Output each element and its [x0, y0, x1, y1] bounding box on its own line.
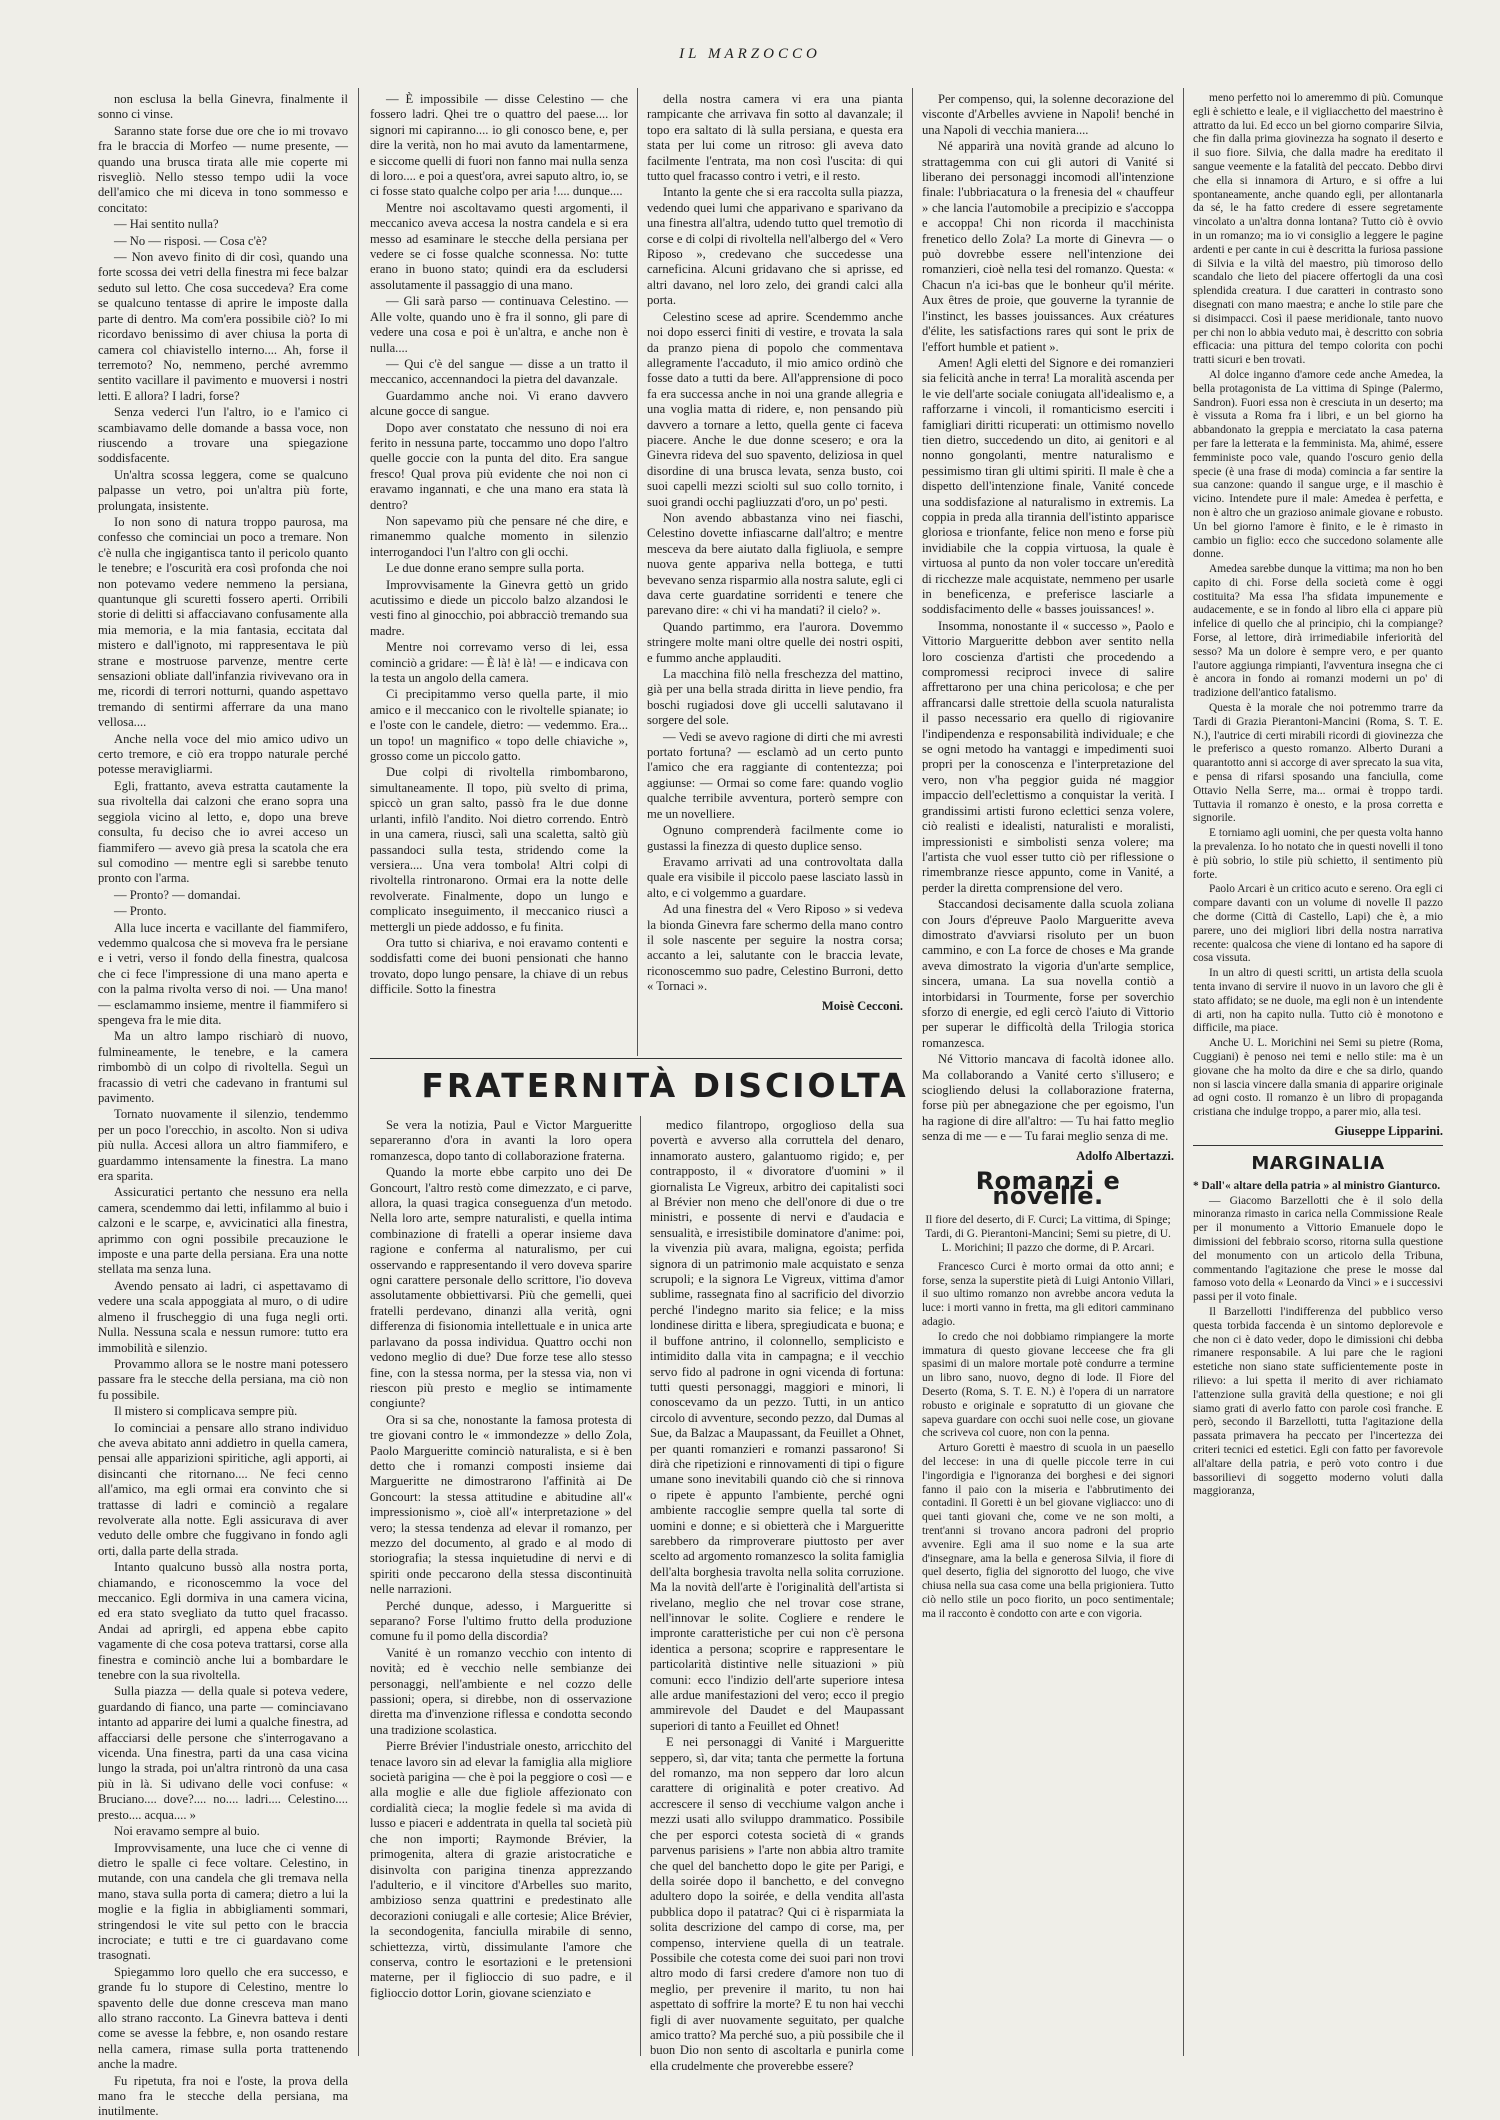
story-paragraph: Due colpi di rivoltella rimbombarono, simultaneamente. Il topo, più svelto di prima, spiccò un gran salto, passò fra le due donne urlanti, infilò l'andito. Noi dietro correndo. Entrò in una camera, riuscì, salì una scaletta, saltò giù passandoci sulla testa, stridendo come la versiera.... Una vera tombola! Altri colpi di rivoltella rintronarono. Ormai era la notte delle revolverate. Finalmente, dopo un lungo e complicato inseguimento, il meccanico riuscì a mettergli un piede addosso, e fu finita.: [370, 765, 628, 934]
marginalia-paragraph: Il Barzellotti l'indifferenza del pubblico verso questa torbida faccenda è un sintomo deplorevole e che non ci è dato veder, dopo le dimissioni chi debba rimanere responsabile. A lui pare che le ragioni estetiche non siano state sufficientemente poste in rilievo: a lui spetta il merito di aver richiamato l'attenzione sulla gravità della questione; e noi gli siamo grati di averlo fatto con parole così franche. E però, secondo il Barzellotti, tutta l'agitazione della passata primavera ha peccato per l'incertezza dei criteri tecnici ed estetici. Egli con fatto per favorevole all'altare della patria, e però voto contro i due bassorilievi di soggetto moderno voluti dalla maggioranza,: [1193, 1305, 1443, 1498]
fraternita-paragraph: Staccandosi decisamente dalla scuola zoliana con Jours d'épreuve Paolo Margueritte aveva dimostrato d'avviarsi risoluto per un buon cammino, e con La force de choses e Ma grande aveva dimostrato la vigoria d'un'arte semplice, sincera, umana. La sua novella contiò a intorbidarsi in Tourmente, forse per soverchio sforzo di energie, ed egli cercò l'aiuto di Vittorio per superar le difficoltà della Trilogia storica romanzesca.: [922, 897, 1174, 1050]
story-column-2: [370, 92, 628, 1054]
story-paragraph: della nostra camera vi era una pianta rampicante che arrivava fin sotto al davanzale; il topo era saltato di là sulla persiana, e questa era stata per lui come un ritroso: gli aveva dato facilmente l'entrata, ma non così l'uscita: di qui tutto quel fracasso contro i vetri, e il resto.: [647, 92, 903, 184]
story-paragraph: Il mistero si complicava sempre più.: [114, 1404, 298, 1419]
story-paragraph: Ci precipitammo verso quella parte, il mio amico e il meccanico con le rivoltelle spianate; io e l'oste con le candele, dietro: — vedemmo. Era... un topo! un magnifico « topo delle chiaviche », grosso come un piccolo gatto.: [370, 687, 628, 764]
story-paragraph: Celestino scese ad aprire. Scendemmo anche noi dopo esserci finiti di vestire, e trovata la sala da pranzo piena di popolo che commentava allegramente l'accaduto, il mio amico ordinò che fosse dato a tutti da bere. All'apprensione di poco fa era successa anche in noi una grande allegria e una voglia matta di ridere, e, non pensando più davvero a tornare a letto, quella gente ci faceva piacere. Anche le due donne scesero; e ora la Ginevra rideva del suo spavento, deliziosa in quel disordine di una brusca levata, senza busto, coi suoi capelli mezzi sciolti sul suo collo tornito, i suoi grandi occhi pagliuzzati d'oro, un po' pesti.: [647, 309, 903, 509]
column-c: [922, 92, 1174, 2052]
romanzi-paragraphs-d: [1193, 92, 1443, 826]
story-paragraph: Saranno state forse due ore che io mi trovavo fra le braccia di Morfeo — nume presente, — quando una brusca tirata alle mie coperte mi risvegliò. Nello stesso tempo udii la voce dell'amico che mi diceva in tono sommesso e concitato:: [98, 123, 348, 215]
story-paragraph: Io cominciai a pensare allo strano individuo che aveva abitato anni addietro in quella camera, pensai alle apparizioni spiritiche, agli apporti, ai disincanti che ritornano.... Ne feci cenno all'amico, ma egli ormai era convinto che si trattasse di ladri e cominciò a regalare revolverate alla notte. Egli assicurava di aver veduto delle ombre che fuggivano in fondo agli orti, dalla parte della strada.: [98, 1420, 348, 1558]
story-paragraph: Quando partimmo, era l'aurora. Dovemmo stringere molte mani oltre quelle dei nostri ospiti, e fummo anche applauditi.: [647, 619, 903, 665]
romanzi-paragraph: Arturo Goretti è maestro di scuola in un paesello del leccese: in una di quelle piccole terre in cui l'ingordigia e l'ignoranza dei borghesi e dei signori fanno il paio con la miseria e l'abbrutimento dei contadini. Il Goretti è un bel giovane vigliacco: uno di quei tanti giovani che, come ve ne son molti, a trent'anni si trovano ancora padroni del proprio avvenire. Egli ama il suo nome e la sua arte d'insegnare, ama la bella e generosa Silvia, il fiore di quel deserto, figlia del signorotto del luogo, che vive chiusa nella sua casa come una bella prigioniera. Tutto ciò nello stile un poco fiorito, un poco sentimentale; ma il racconto è condotto con arte e con vigoria.: [922, 1442, 1174, 1620]
fraternita-paragraph: Amen! Agli eletti del Signore e dei romanzieri sia felicità anche in terra! La moralità ascenda per le vie dell'arte sociale coniugata all'idealismo e, a rafforzarne i vincoli, il romanticismo eserciti i famigliari diritti ricuperati: un ottimismo novello tien dietro, succedendo un dito, ai genitori e al nonno gongolanti, mentre naturalismo e pessimismo tiran gli ultimi spiriti. Il male è che a dispetto dell'intenzione finale, Vanité concede una soddisfazione al naturalismo in extremis. La coppia in preda alla tirannia dell'istinto apparisce gloriosa e trionfante, felice non meno e forse più invidiabile che la coppia virtuosa, la quale è virtuosa al punto da non voler toccare un'eredità di ricchezze male acquistate, nemmeno per usarle in beneficenza, e preferisce lasciarle a soddisfacimento delle « basses jouissances! ».: [922, 355, 1174, 617]
story-paragraph: Tornato nuovamente il silenzio, tendemmo per un poco l'orecchio, in ascolto. Non si udiva più nulla. Accesi allora un altro fiammifero, e guardammo intensamente la finestra. La mano era sparita.: [98, 1107, 348, 1184]
fraternita-signature: Adolfo Albertazzi.: [1076, 1148, 1174, 1163]
romanzi-paragraph: In un altro di questi scritti, un artista della scuola tenta invano di servire il nuovo in un lavoro che gli è stato affidato; se ne duole, ma egli non è un intendente di arti, non ha capito nulla. Tutto ciò è monotono e difficile, ma piace.: [1193, 967, 1443, 1035]
romanzi-paragraph: E torniamo agli uomini, che per questa volta hanno la prevalenza. Io ho notato che in questi novelli il tono è più sobrio, lo stile più schietto, il sentimento più forte.: [1193, 827, 1443, 881]
story-paragraphs-1: [98, 92, 348, 2120]
story-paragraph: Assicuratici pertanto che nessuno era nella camera, scendemmo dai letti, infilammo al buio i calzoni e le scarpe, e, avvicinatici alla finestra, aprimmo con ogni possibile precauzione le imposte e una parte della persiana. Era una notte stellata ma senza luna.: [98, 1185, 348, 1277]
column-rule: [637, 88, 638, 1056]
fraternita-paragraph: Insomma, nonostante il « successo », Paolo e Vittorio Margueritte debbon aver sentito nella loro coscienza d'artisti che procedendo a compromessi reciproci invece di salire affrettarono per una china pericolosa; e che per affrancarsi dalle strettoie della scuola naturalista il passo necessario era quello di rigiovanire l'indipendenza e responsabilità individuale; e che se ogni metodo ha vantaggi e impedimenti suoi propri per la conoscenza e l'interpretazione del vero, non v'ha peggior guida né maggior impaccio dell'eclettismo a conquistar la verità. I grandissimi artisti furono eclettici senza volere, ciò realisti e idealisti, naturalisti e moralisti, impressionisti e simbolisti senza volere; ma l'artista che vuol esser tutto ciò per riflessione o rimembranze riesce appunto, come in Vanité, a perder la diretta comprensione del vero.: [922, 618, 1174, 895]
story-paragraph: non esclusa la bella Ginevra, finalmente il sonno ci vinse.: [98, 92, 348, 122]
fraternita-paragraphs-a: [370, 1118, 632, 2001]
column-rule: [640, 1116, 641, 2056]
fraternita-paragraph: Ora si sa che, nonostante la famosa protesta di tre giovani contro le « immondezze » dello Zola, Paolo Margueritte cominciò naturalista, e si è ben detto che i romanzi composti insieme dai Margueritte ne dimostrarono l'affinità ai De Goncourt: la stessa attitudine e abitudine all'« impressionismo », cioè all'« interpretazione » del vero; la stessa tendenza ad elevar il romanzo, per mezzo del documento, al grado e al modo di storiografia; la stessa inquietudine di nervi e di spiriti onde peccarono della stessa discontinuità nelle narrazioni.: [370, 1412, 632, 1597]
column-d: [1193, 92, 1443, 2052]
story-column-3: [647, 92, 903, 1054]
story-paragraph: — Pronto? — domandai.: [114, 887, 241, 902]
story-paragraph: Ognuno comprenderà facilmente come io gustassi la finezza di questo duplice senso.: [647, 823, 903, 853]
story-paragraph: La macchina filò nella freschezza del mattino, già per una bella strada diritta in lieve pendio, fra boschi rugiadosi dove gli uccelli salutavano il sorgere del sole.: [647, 667, 903, 728]
story-paragraph: Un'altra scossa leggera, come se qualcuno palpasse un vetro, poi un'altra più forte, prolungata, insistente.: [98, 467, 348, 513]
romanzi-paragraph: Paolo Arcari è un critico acuto e sereno. Ora egli ci compare davanti con un volume di novelle Il pazzo che dorme (Città di Castello, Lapi) che è, a mio parere, uno dei migliori libri della nostra narrativa recente: qualcosa che viene di lontano ed ha sapore di cosa vissuta.: [1193, 883, 1443, 965]
romanzi-paragraph: Questa è la morale che noi potremmo trarre da Tardi di Grazia Pierantoni-Mancini (Roma, S. T. E. N.), l'autrice di certi mirabili ricordi di giovinezza che le preferisco a questo romanzo. Alberto Durani a quarantotto anni si accorge di aver sprecato la sua vita, e pensa di rifarsi sposando una fanciulla, come Ottavio Nella Serre, ma... ormai è troppo tardi. Tuttavia il romanzo è onesto, e la prosa corretta e signorile.: [1193, 702, 1443, 825]
story-paragraph: Provammo allora se le nostre mani potessero passare fra le stecche della persiana, ma ciò non fu possibile.: [98, 1356, 348, 1402]
story-paragraph: Sulla piazza — della quale si poteva vedere, guardando di fianco, una parte — cominciavano intanto ad apparire dei lumi a qualche finestra, ad affacciarsi delle persone che s'interrogavano a vicenda. Una finestra, parti da una casa vicina lungo la strada, poi un'altra rintronò da una casa più in là. Si udivano delle voci confuse: « Bruciano.... dove?.... no.... ladri.... Celestino.... presto.... acqua.... »: [98, 1684, 348, 1822]
story-paragraph: Ora tutto si chiariva, e noi eravamo contenti e soddisfatti come dei buoni pensionati che hanno trovato, dopo lungo pensare, la chiave di un rebus difficile. Sotto la finestra: [370, 935, 628, 997]
romanzi-paragraph: meno perfetto noi lo ameremmo di più. Comunque egli è schietto e leale, e il vigliacchetto del maestrino è attratto da lui. Ed ecco un bel giorno comparire Silvia, che fin dalla prima giovinezza ha sognato il deserto e il suo fiore. Silvia, che dalla madre ha ereditato il sangue veemente e la fatalità del peccato. Debbo dirvi che ella si innamora di Arturo, e si offre a lui spontaneamente, anche quando egli, per allontanarla da sé, le ha fatto credere di essere segretamente vincolato a un'altra donna lontana? Tutto ciò è ovvio in un romanzo; ma io vi consiglio a leggere le pagine ardenti e per cante in cui è descritta la furiosa passione di Silvia e la viltà del maestro, più timoroso dello scandalo che lieto del piacere offertogli da una così splendida creatura. I due caratteri in contrasto sono disegnati con mano maestra; e anche lo stile pare che si disimpacci. Così il paese meridionale, tanto nuovo per chi non lo abbia veduto mai, è descritto con sobria efficacia: una pittura del tempo colorita con pochi tratti sicuri e ben trovati.: [1193, 92, 1443, 367]
story-paragraph: Improvvisamente la Ginevra gettò un grido acutissimo e diede un piccolo balzo alzandosi le vesti fino al ginocchio, poi abbracciò tremando sua madre.: [370, 577, 628, 638]
story-paragraph: Anche nella voce del mio amico udivo un certo tremore, e ciò era troppo naturale perché potesse meravigliarmi.: [98, 731, 348, 777]
fraternita-column-b: [650, 1118, 904, 2073]
article-title-marginalia: MARGINALIA: [1251, 1153, 1385, 1175]
story-paragraph: Mentre noi correvamo verso di lei, essa cominciò a gridare: — È là! è là! — e indicava con la testa un angolo della camera.: [370, 640, 628, 686]
section-divider: [370, 1058, 902, 1059]
story-paragraph: Noi eravamo sempre al buio.: [114, 1824, 260, 1839]
story-paragraphs-3: [647, 92, 903, 995]
romanzi-paragraphs-c: [922, 1261, 1174, 1622]
story-paragraph: Mentre noi ascoltavamo questi argomenti, il meccanico aveva accesa la nostra candela e si era messo ad esaminare le stecche della persiana per vedere se ci fosse qualche sconnessa. No: tutte erano in buono stato; quindi era da escludersi assolutamente il passaggio di una mano.: [370, 200, 628, 292]
romanzi-signature: Giuseppe Lipparini.: [1334, 1123, 1443, 1138]
section-divider: [1193, 1145, 1443, 1146]
story-paragraph: Ma un altro lampo rischiarò di nuovo, fulmineamente, le tenebre, e la camera rimbombò di un colpo di rivoltella. Seguì un fracassio di vetri che cadevano in frantumi sul pavimento.: [98, 1029, 348, 1105]
story-column-1: [98, 92, 348, 2119]
story-paragraph: Le due donne erano sempre sulla porta.: [386, 561, 585, 576]
story-paragraphs-2: [370, 92, 628, 998]
story-paragraph: — Qui c'è del sangue — disse a un tratto il meccanico, accennandoci la pietra del davanzale.: [370, 356, 628, 387]
romanzi-paragraph: Francesco Curci è morto ormai da otto anni; e forse, senza la superstite pietà di Luigi Antonio Villari, il suo ultimo romanzo non avrebbe ancora veduta la luce: i morti vanno in fretta, ma gli editori camminano adagio.: [922, 1260, 1174, 1329]
fraternita-paragraph: Né apparirà una novità grande ad alcuno lo strattagemma con cui gli autori di Vanité si liberano dei personaggi incomodi all'intenzione finale: l'ubbriacatura o la frenesia del « chauffeur » che lancia l'automobile a precipizio e s'accoppa e accoppa! Chi non ricorda il macchinista frenetico dello Zola? La morte di Ginevra — o può dovrebbe essere nell'intenzione dei romanzieri, cioè nella tesi del romanzo. Questa: « Chacun n'a ici-bas que le bonheur qu'il mérite. Aux êtres de proie, que gouverne la tyrannie de l'instinct, les basses jouissances. Aux créatures d'élite, les satisfactions rares qui sont le prix de l'effort humble et patient ».: [922, 139, 1174, 354]
story-paragraph: — Pronto.: [114, 904, 167, 919]
story-paragraph: Improvvisamente, una luce che ci venne di dietro le spalle ci fece voltare. Celestino, in mutande, con una candela che gli tremava nella mano, stava sulla porta di camera; dietro a lui la moglie e la figlia in abbigliamenti sommari, stringendosi le vite sul petto con le braccia incrociate; e tutti e tre ci guardavano come trasognati.: [98, 1840, 348, 1963]
story-paragraph: Eravamo arrivati ad una controvoltata dalla quale era visibile il piccolo paese lasciato lassù in alto, e ci volgemmo a guardare.: [647, 854, 903, 900]
fraternita-paragraph: Per compenso, qui, la solenne decorazione del visconte d'Arbelles avviene in Napoli! benché in una Napoli di vecchia maniera....: [922, 92, 1174, 137]
story-paragraph: Io non sono di natura troppo paurosa, ma confesso che cominciai un poco a tremare. Non c'è nulla che ingigantisca tanto il pericolo quanto le tenebre; e l'oscurità era così profonda che noi non potevamo vedere nemmeno la persiana, quantunque gli scuretti fossero aperti. Orribili storie di delitti si affacciavano confusamente alla mia memoria, e la mia fantasia, eccitata dal mistero e dall'ignoto, mi rappresentava le più strane e mostruose parvenze, mentre certe sensazioni obliate dall'infanzia rivivevano ora in me, ricordi di terrori notturni, quando aspettavo tremando di sentirmi afferrare da una mano vellosa....: [98, 514, 348, 730]
fraternita-paragraph: Quando la morte ebbe carpito uno dei De Goncourt, l'altro restò come dimezzato, e ci parve, allora, la quasi tragica conseguenza d'un metodo. Nella loro arte, sempre naturalisti, e quella intima combinazione di fratelli a operar insieme dava ragione e conferma al naturalismo, per cui osservando e rappresentando il vero doveva sparire ogni carattere personale dello scrittore, l'io doveva assolutamente obbiettivarsi. Più che gemelli, quei fratelli perdevano, dinanzi alla verità, ogni differenza di fisionomia intellettuale e in unica arte parlavano da possa individua. Quattro occhi non vedono meglio di due? Due forze tese allo stesso fine, con la stessa norma, per la stessa via, non vi riescon più presto e meglio se intimamente congiunte?: [370, 1165, 632, 1411]
column-rule: [358, 88, 359, 2056]
fraternita-paragraphs-c: [922, 92, 1174, 1145]
article-title-fraternita: FRATERNITÀ DISCIOLTA: [421, 1066, 909, 1105]
romanzi-paragraph: Amedea sarebbe dunque la vittima; ma non ho ben capito di chi. Forse della società come è oggi costituita? Ma essa l'ha sfidata impunemente e audacemente, e se in fondo al libro ella ci appare più infelice di quello che al principio, chi la compiange? Forse, al lettore, dirà irrimediabile inferiorità del sesso? Ma un dolore è sempre vero, e per quanto l'autore aggiunga rimpianti, l'avventura insegna che ci è ancora in fondo ai romanzi moderni un po' di tradizione dell'antico fatalismo.: [1193, 563, 1443, 700]
story-paragraph: Guardammo anche noi. Vi erano davvero alcune gocce di sangue.: [370, 388, 628, 419]
story-paragraph: Avendo pensato ai ladri, ci aspettavamo di vedere una scala appoggiata al muro, o di udire almeno il fruscheggio di una fuga negli orti. Nulla. Nessuna scala e nessun rumore: tutto era immobilità e silenzio.: [98, 1278, 348, 1355]
romanzi-paragraph: Al dolce inganno d'amore cede anche Amedea, la bella protagonista de La vittima di Spinge (Palermo, Sandron). Fuori essa non è cresciuta in un deserto; ma è vissuta a Roma fra i libri, e un bel giorno ha abbandonato la greppia e merciatato la casa paterna per fare la letterata e la femminista. Ma, ahimé, essere femministe poco vale, quando l'oscuro genio della specie (è una frase di moda) comincia a far sentire la sua canzone: quando il sangue urge, e il maschio è vicino. Intendete pure il male: Amedea è perfetta, e non è altro che un grazioso animale giovane e robusto. Un bel giorno l'amore è finito, e le è rimasto in cambio un figlio: ecco che succedono solamente alle donne.: [1193, 368, 1443, 561]
fraternita-paragraph: E nei personaggi di Vanité i Margueritte seppero, sì, dar vita; tanta che permette la fortuna del romanzo, ma non seppero dar loro alcun carattere di originalità e poter creativo. Ad accrescere il senso di vecchiume valgon anche i mezzi usati allo sviluppo drammatico. Possibile che per esporci cotesta società di « grands parvenus parisiens » l'arte non abbia altro tramite che quel del banchetto dopo le gite per Parigi, e della soirée dopo il banchetto, e del convegno adultero dopo la soirée, e della vendita all'asta pubblica dopo il patatrac? Qui ci è risparmiata la solita descrizione del campo di corse, ma, per compenso, interviene quella di un teatrale. Possibile che cotesta come dei suoi pari non trovi altro modo di farsi credere d'amore non tuo di meglio, per prevenire il marito, tu non hai aspettato di soffrire la morte? E tu non hai vecchi figli di aver nuovamente seguitato, per qualche amico tratto? Ma perché suo, a più possibile che il buon Dio non sento di ascoltarla e punirla come ella crudelmente che proverebbe essere?: [650, 1735, 904, 2073]
story-paragraph: Alla luce incerta e vacillante del fiammifero, vedemmo qualcosa che si moveva fra le persiane e i vetri, verso il fondo della finestra, qualcosa che ci fece l'impressione di una mano aperta e con la palma rivolta verso di noi. — Una mano! — esclamammo insieme, mentre il fiammifero si spengeva fra le mie dita.: [98, 920, 348, 1027]
romanzi-subhead: Il fiore del deserto, di F. Curci; La vittima, di Spinge; Tardi, di G. Pierantoni-Mancini; Semi su pietre, di U. L. Morichini; Il pazzo che dorme, di P. Arcari.: [925, 1213, 1171, 1254]
story-paragraph: Non sapevamo più che pensare né che dire, e rimanemmo qualche momento in silenzio interrogandoci l'un l'altro con gli occhi.: [370, 513, 628, 559]
fraternita-paragraph: Pierre Brévier l'industriale onesto, arricchito del tenace lavoro sin ad elevar la famiglia alla migliore società parigina — che è poi la peggiore o così — e alla moglie e alle due figliole affezionato con cordialità cieca; la moglie fedele sì ma avida di lusso e piaceri e addentrata in quella tal società più che non importi; Raymonde Brévier, la primogenita, altera di grazie aristocratiche e disinvolta con parigina tinenza apprezzando l'adulterio, e il vincitore d'Arbelles suo marito, ambizioso senza quattrini e predestinato alle decorazioni coniugali e alle cortesie; Alice Brévier, la secondogenita, fanciulla mirabile di senno, schiettezza, virtù, dissimulante l'amore che conserva, contro le esortazioni e le pretensioni materne, per il figlioccio di suo padre, e il figlioccio dottor Lorin, giovane scienziato e: [370, 1739, 632, 2000]
story-paragraph: — Non avevo finito di dir così, quando una forte scossa dei vetri della finestra mi fece balzar seduto sul letto. Che cosa succedeva? Era come se qualcuno tentasse di aprire le imposte dalla parte di dentro. Ma com'era possibile ciò? Io mi ricordavo benissimo di aver chiusa la porta di camera col chiavistello interno.... Ah, forse il terremoto? No, nemmeno, perché avremmo sentito vacillare il pavimento e muoversi i nostri letti. E allora? I ladri, forse?: [98, 250, 348, 403]
story-paragraph: — No — risposi. — Cosa c'è?: [114, 233, 268, 248]
story-signature: Moisè Cecconi.: [821, 998, 903, 1013]
masthead: IL MARZOCCO: [679, 46, 821, 62]
story-paragraph: Intanto qualcuno bussò alla nostra porta, chiamando, e riconoscemmo la voce del meccanico. Egli dormiva in una camera vicina, ed era stato svegliato da tutto quel fracasso. Andai ad aprirgli, ed appena ebbe capito vagamente di che cosa poteva trattarsi, corse alla finestra e cominciò anche lui a bombardare le tenebre con la sua rivoltella.: [98, 1560, 348, 1683]
story-paragraph: — È impossibile — disse Celestino — che fossero ladri. Qhei tre o quattro del paese.... lor signori mi capiranno.... io gli conosco bene, e, per dire la verità, non ho mai avuto da lamentarmene, e siccome quelli di fuori non fanno mai nulla senza di loro.... e poi a quest'ora, avrei saputo altro, io, se ci fosse stato qualche colpo per aria !.... dunque....: [370, 92, 628, 199]
story-paragraph: Egli, frattanto, aveva estratta cautamente la sua rivoltella dai calzoni che erano sopra una seggiola vicino al letto, e, dopo una breve consulta, fu deciso che io avrei acceso un fiammifero — avevo già presa la scatola che era sul comodino — mentre egli si sarebbe tenuto pronto con l'arma.: [98, 778, 348, 886]
story-paragraph: Fu ripetuta, fra noi e l'oste, la prova della mano fra le stecche della persiana, ma inutilmente.: [98, 2073, 348, 2119]
fraternita-paragraphs-b: [650, 1118, 904, 2074]
marginalia-paragraph: — Giacomo Barzellotti che è il solo della minoranza rimasto in carica nella Commissione Reale per il monumento a Vittorio Emanuele dopo le dimissioni del febbraio scorso, ritorna sulla questione del monumento con un articolo della Tribuna, commentando l'agitazione che prese le mosse dal famoso voto della « Leonardo da Vinci » e i successivi passi per il voto finale.: [1193, 1194, 1443, 1304]
column-rule: [1183, 88, 1184, 2056]
romanzi-paragraph: Io credo che noi dobbiamo rimpiangere la morte immatura di questo giovane lecceese che fra gli spasimi di un malore mortale potè condurre a termine un libro sano, nuovo, degno di lode. Il Fiore del Deserto (Roma, S. T. E. N.) è l'opera di un narratore robusto e originale e sopratutto di un giovane che sapeva guardare con occhi suoi nelle cose, un giovane che scriveva col cuore, non con la penna.: [922, 1330, 1174, 1440]
marginalia-paragraphs: [1193, 1195, 1443, 1500]
story-paragraph: Non avendo abbastanza vino nei fiaschi, Celestino dovette infiascarne dall'altro; e mentre mesceva da bere aiutato dalla figliuola, e sempre nuova gente appariva nella bottega, e tutti bevevano senza risparmio alla nostra salute, egli ci dava certe guardatine sorridenti e tenere che parevano dire: « chi vi ha mandati? il cielo? ».: [647, 510, 903, 618]
romanzi-paragraphs-d-more: [1193, 827, 1443, 1120]
marginalia-item-heading: * Dall'« altare della patria » al ministro Gianturco.: [1193, 1179, 1441, 1192]
fraternita-paragraph: Perché dunque, adesso, i Margueritte si separano? Forse l'ultimo frutto della produzione comune fu il pomo della discordia?: [370, 1598, 632, 1644]
story-paragraph: — Vedi se avevo ragione di dirti che mi avresti portato fortuna? — esclamò ad un certo punto l'amico che era raggiante di contentezza; poi aggiunse: — Ormai so come fare: quando voglio qualche terribile avventura, porterò sempre con me un novelliere.: [647, 729, 903, 821]
story-paragraph: Intanto la gente che si era raccolta sulla piazza, vedendo quei lumi che apparivano e sparivano da una finestra all'altra, udendo tutto quel tremotìo di corse e di colpi di rivoltella nell'albergo del « Vero Riposo », credevano che succedesse una carneficina. Alcuni gridavano che si aprisse, ed altri davano, nel loro zelo, dei grandi calci alla porta.: [647, 185, 903, 308]
story-paragraph: — Gli sarà parso — continuava Celestino. — Alle volte, quando uno è fra il sonno, gli pare di vedere una cosa e poi è un'altra, e anche non è nulla....: [370, 294, 628, 355]
story-paragraph: Ad una finestra del « Vero Riposo » si vedeva la bionda Ginevra fare schermo della mano contro il sole nascente per seguire la nostra corsa; accanto a lei, salutante con le braccia levate, riconoscemmo suo padre, Celestino Burroni, detto « Tornaci ».: [647, 902, 903, 994]
story-paragraph: Dopo aver constatato che nessuno di noi era ferito in nessuna parte, toccammo uno dopo l'altro quelle goccie con la punta del dito. Era sangue fresco! Qual prova più evidente che noi non ci eravamo ingannati, e che una mano era stata là dentro?: [370, 420, 628, 512]
fraternita-paragraph: Né Vittorio mancava di facoltà idonee allo. Ma collaborando a Vanité certo s'illusero; e sciogliendo delusi la collaborazione fraterna, forse più per abnegazione che per egoismo, l'un ha ragione di dire all'altro: — Tu hai fatto meglio senza di me — e — Tu farai meglio senza di me.: [922, 1052, 1174, 1144]
fraternita-paragraph: medico filantropo, orgoglioso della sua povertà e avverso alla corruttela del denaro, innamorato austero, galantuomo rigido; e, per contrapposto, il « divoratore d'uomini » il giornalista Le Vigreux, arbitro dei capitalisti soci al Brévier non meno che dell'onore di due o tre ministri, e possente di nervi e d'audacia e sensualità, e irresistibile dominatore d'anime: poi, la vivenzia più avara, maligna, egoista; perfida signora di un patrimonio male acquistato e senza scrupoli; e la signora Le Vigreux, vittima d'amor sublime, rassegnata fino al sacrificio del divorzio perché l'indegno marito sia felice; e la miss londinese diritta e libera, spregiudicata e buona; e il buffone antrino, il colonnello, semplicisto e intimidito dalla vita in campagna; e il vecchio servo fido al padrone in ogni vicenda di fortuna: tutti questi personaggi, maggiori e minori, li conoscevamo da un pezzo. Tutti, in un antico circolo di avventure, secondo pezzo, dal Dumas al Sue, da Balzac a Maupassant, da Feuillet a Ohnet, per quanti romanzieri e romanzi passarono! Si dirà che ripetizioni e rinnovamenti di tipi o figure umane sono inevitabili quando ciò che si rinnova o ripete è appunto l'ambiente, perché ogni ambiente raccoglie sempre quella tal sorte di uomini e donne; e si obietterà che i Margueritte sarebbero da rimproverare piuttosto per aver scelto ad argomento romanzesco la solita famiglia dell'alta borghesia travolta nella solita corruzione. Ma la novità dell'arte è l'originalità dell'artista si rivelano, meglio che nel trovar cose strane, nell'innovar le solite. Cogliere e rendere le impronte caratteristiche per cui non c'è persona identica a persona; scoprire e rappresentare le particolarità distintive nelle situazioni » più comuni: ecco l'indizio dell'arte superiore intesa alle ardue manifestazioni del vero; ecco il pregio ammirevole del Daudet e del Maupassant superiori di tanto a Feuillet ed Ohnet!: [650, 1118, 904, 1733]
story-paragraph: Senza vederci l'un l'altro, io e l'amico ci scambiavamo delle domande a bassa voce, non riuscendo a trovare una spiegazione soddisfacente.: [98, 405, 348, 466]
romanzi-paragraph: Anche U. L. Morichini nei Semi su pietre (Roma, Cuggiani) è penoso nei temi e nello stile: ma è un giovane che ha molto da dire e che sa dirlo, quando non si lascia vincere dalla smania di apparire originale ad ogni costo. Il romanzo è un libro di propaganda cristiana che indulge troppo, a parer mio, alla tesi.: [1193, 1037, 1443, 1119]
fraternita-paragraph: Se vera la notizia, Paul e Victor Margueritte separeranno d'ora in avanti la loro opera romanzesca, dopo tanto di collaborazione fraterna.: [370, 1118, 632, 1163]
fraternita-column-a: [370, 1118, 632, 2054]
story-paragraph: Spiegammo loro quello che era successo, e grande fu lo stupore di Celestino, mentre lo spavento delle due donne cresceva man mano allo strano racconto. La Ginevra batteva i denti come se avesse la febbre, e, non osando restare nella camera, rimase sulla porta trattenendo anche la madre.: [98, 1964, 348, 2072]
story-paragraph: — Hai sentito nulla?: [114, 217, 219, 232]
fraternita-paragraph: Vanité è un romanzo vecchio con intento di novità; ed è vecchio nelle sembianze dei personaggi, nell'ambiente e nel cozzo delle passioni; opera, si direbbe, non di osservazione diretta ma d'invenzione riflessa e condotta secondo una tradizione scolastica.: [370, 1645, 632, 1737]
article-title-romanzi: Romanzi e novelle.: [975, 1167, 1121, 1211]
